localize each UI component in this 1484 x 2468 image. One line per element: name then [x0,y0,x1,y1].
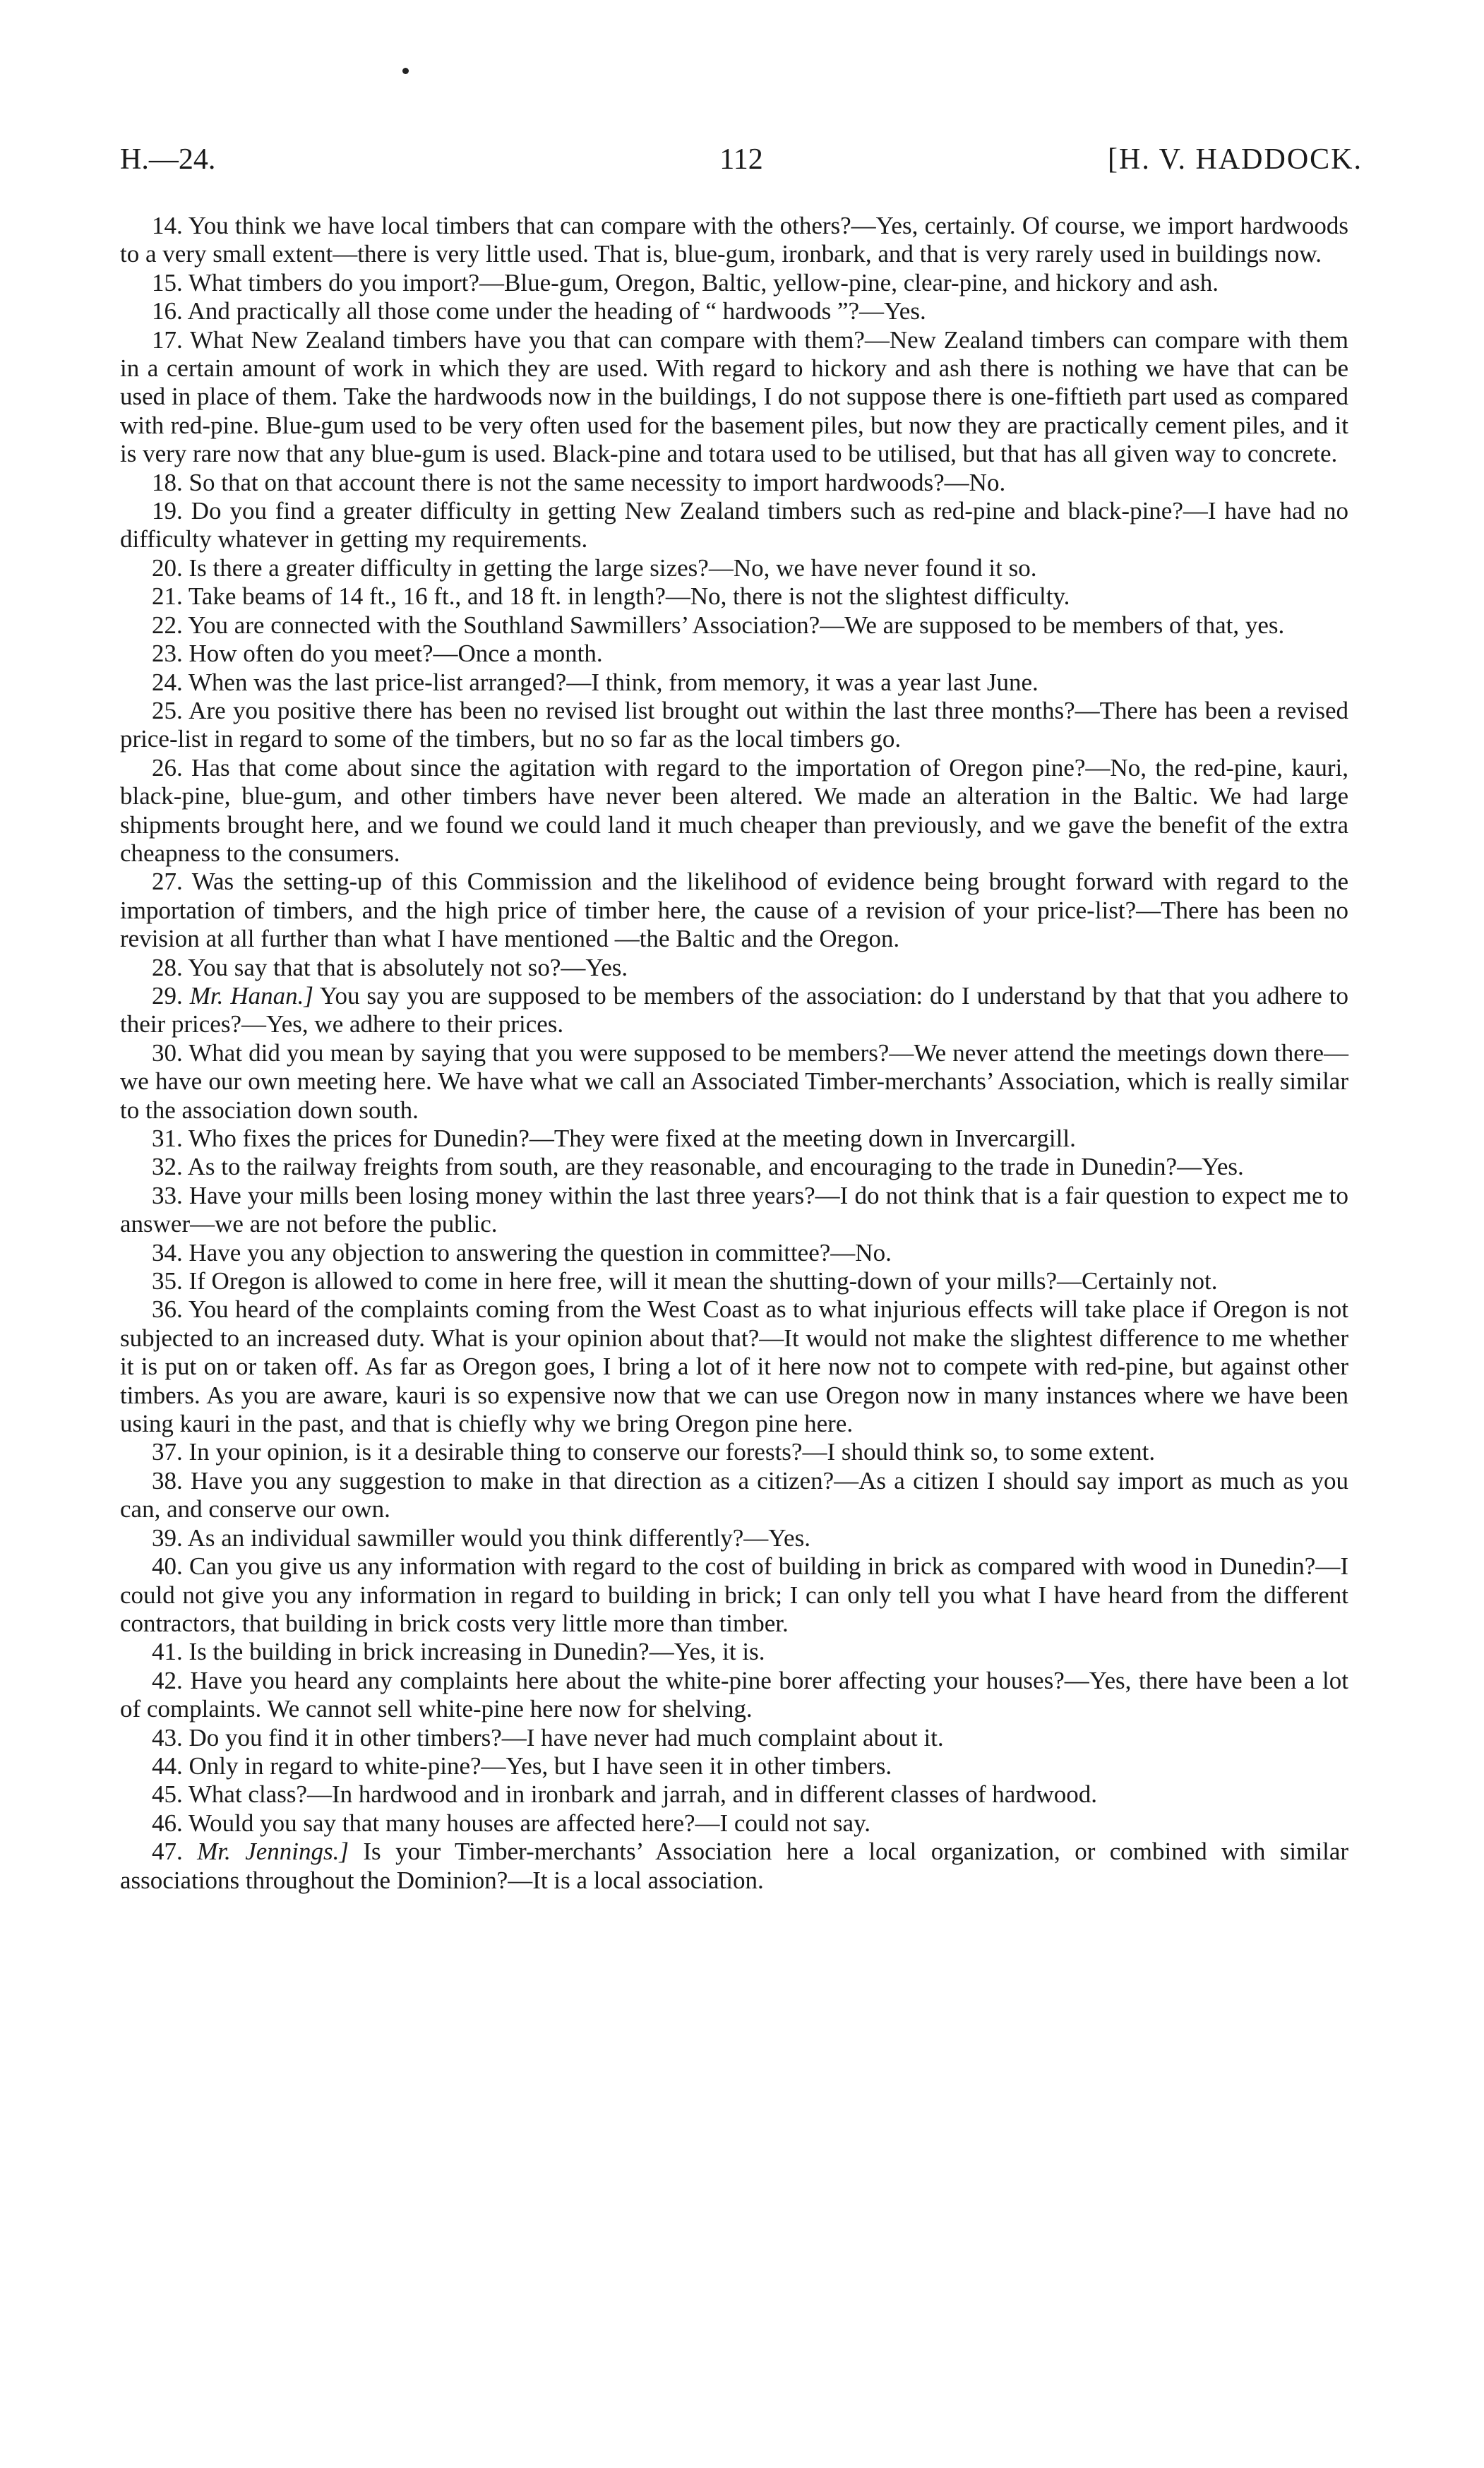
qa-text: Have you any objection to answering the question in committee?—No. [189,1238,892,1266]
qa-paragraph [120,1552,1348,1638]
qa-paragraph [120,1125,1348,1153]
qa-text: As to the railway freights from south, are they reasonable, and encouraging to the trade in Dunedin?—Yes. [187,1153,1244,1181]
question-number: 23. [152,640,183,668]
qa-text: In your opinion, is it a desirable thing to conserve our forests?—I should think so, to some extent. [189,1438,1156,1466]
qa-paragraph [120,1809,1348,1838]
qa-text: Have you any suggestion to make in that direction as a citizen?—As a citizen I should say import as much as you can, and conserve our own. [120,1466,1348,1523]
question-number: 28. [152,953,183,981]
qa-paragraph [120,269,1348,297]
qa-text: Have your mills been losing money within the last three years?—I do not think that is a fair question to expect me to answer—we are not before the public. [120,1181,1349,1238]
qa-paragraph [120,212,1348,269]
question-number: 19. [152,497,183,525]
question-number: 33. [152,1181,183,1209]
scan-speck [402,68,409,74]
qa-text: Are you positive there has been no revised list brought out within the last three months?—There has been a revised price-list in regard to some of the timbers, but no so far as the local timbers go. [120,696,1348,753]
question-number: 27. [152,868,183,896]
qa-text: You are connected with the Southland Sawmillers’ Association?—We are supposed to be members of that, yes. [188,611,1285,639]
question-number: 38. [152,1466,183,1494]
qa-text: So that on that account there is not the same necessity to import hardwoods?—No. [189,468,1006,496]
question-number: 42. [152,1666,183,1694]
question-number: 41. [152,1638,183,1666]
qa-text: Is your Timber-merchants’ Association here a local organization, or combined with similar associations throughout the Dominion?—It is a local association. [120,1838,1349,1894]
qa-text: What did you mean by saying that you were supposed to be members?—We never attend the meetings down there—we have our own meeting here. We have what we call an Associated Timber-merchants’ Association, which is really similar to the association down south. [120,1038,1348,1124]
question-number: 14. [152,212,183,239]
qa-paragraph [120,1467,1348,1524]
qa-paragraph [120,497,1348,554]
qa-text: Is there a greater difficulty in getting the large sizes?—No, we have never found it so. [189,553,1037,582]
qa-text: Only in regard to white-pine?—Yes, but I have seen it in other timbers. [189,1751,892,1780]
question-number: 43. [152,1723,183,1751]
question-number: 34. [152,1238,183,1266]
question-number: 20. [152,553,183,582]
qa-text: As an individual sawmiller would you think differently?—Yes. [187,1523,810,1552]
document-reference: H.—24. [120,143,216,176]
qa-paragraph [120,582,1348,611]
witness-name: [H. V. HADDOCK. [1108,143,1363,176]
qa-paragraph [120,669,1348,697]
qa-paragraph [120,1638,1348,1666]
qa-paragraph [120,326,1348,469]
question-number: 37. [152,1438,183,1466]
qa-text: Have you heard any complaints here about the white-pine borer affecting your houses?—Yes, there have been a lot of complaints. We cannot sell white-pine here now for shelving. [120,1666,1348,1723]
question-number: 17. [152,325,183,354]
qa-paragraph [120,1667,1348,1724]
qa-paragraph [120,1780,1348,1809]
qa-text: Was the setting-up of this Commission and the likelihood of evidence being brought forward with regard to the importation of timbers, and the high price of timber here, the cause of a revision of your price-list?—There has been no revision at all further than what I have mentioned —the Baltic and the Oregon. [120,868,1348,953]
qa-paragraph [120,868,1348,953]
question-number: 39. [152,1523,183,1552]
question-number: 44. [152,1751,183,1780]
qa-text: You heard of the complaints coming from the West Coast as to what injurious effects will take place if Oregon is not subjected to an increased duty. What is your opinion about that?—It would not make the slightest difference to me whether it is put on or taken off. As far as Oregon goes, I bring a lot of it here now not to compete with red-pine, but against other timbers. As you are aware, kauri is so expensive now that we can use Oregon now in many instances where we have been using kauri in the past, and that is chiefly why we bring Oregon pine here. [120,1295,1349,1438]
qa-paragraph [120,1752,1348,1780]
question-number: 35. [152,1267,183,1295]
question-number: 45. [152,1780,183,1809]
question-number: 21. [152,582,183,611]
qa-paragraph [120,954,1348,982]
question-number: 26. [152,753,183,781]
qa-text: Take beams of 14 ft., 16 ft., and 18 ft. in length?—No, there is not the slightest difficulty. [188,582,1070,611]
qa-text: What New Zealand timbers have you that can compare with them?—New Zealand timbers can compare with them in a certain amount of work in which they are used. With regard to hickory and ash there is nothing we have that can be used in place of them. Take the hardwoods now in the buildings, I do not suppose there is one-fiftieth part used as compared with red-pine. Blue-gum used to be very often used for the basement piles, but now they are practically cement piles, and it is very rare now that any blue-gum is used. Black-pine and totara used to be utilised, but that has all given way to concrete. [120,325,1348,468]
qa-paragraph [120,1239,1348,1267]
qa-text: Would you say that many houses are affected here?—I could not say. [188,1809,871,1837]
qa-paragraph [120,754,1348,868]
qa-paragraph [120,297,1348,325]
page-header [120,138,1363,181]
qa-paragraph [120,1438,1348,1466]
qa-paragraph [120,697,1348,754]
question-number: 47. [152,1838,183,1866]
question-number: 40. [152,1552,183,1581]
qa-paragraph [120,1267,1348,1295]
qa-paragraph [120,1182,1348,1239]
qa-text: You think we have local timbers that can compare with the others?—Yes, certainly. Of course, we import hardwoods to a very small extent—there is very little used. That is, blue-gum, ironbark, and that is very rarely used in buildings now. [120,212,1349,268]
question-number: 22. [152,611,183,639]
qa-text: Do you find it in other timbers?—I have never had much complaint about it. [189,1723,944,1751]
qa-text: What class?—In hardwood and in ironbark and jarrah, and in different classes of hardwood. [188,1780,1097,1809]
qa-paragraph [120,1524,1348,1552]
qa-text: Do you find a greater difficulty in getting New Zealand timbers such as red-pine and black-pine?—I have had no difficulty whatever in getting my requirements. [120,497,1349,553]
qa-paragraph [120,611,1348,640]
question-number: 25. [152,696,183,724]
question-number: 29. [152,981,183,1010]
qa-paragraph [120,1153,1348,1181]
qa-text: If Oregon is allowed to come in here free, will it mean the shutting-down of your mills?—Certainly not. [189,1267,1218,1295]
qa-paragraph [120,469,1348,497]
question-number: 46. [152,1809,183,1837]
question-number: 32. [152,1153,183,1181]
qa-text: When was the last price-list arranged?—I think, from memory, it was a year last June. [188,668,1039,696]
evidence-body [120,212,1348,1895]
question-number: 31. [152,1125,183,1152]
speaker-name: Mr. Jennings.] [197,1838,349,1866]
question-number: 36. [152,1295,183,1324]
qa-text: Who fixes the prices for Dunedin?—They were fixed at the meeting down in Invercargill. [188,1125,1076,1152]
qa-text: What timbers do you import?—Blue-gum, Oregon, Baltic, yellow-pine, clear-pine, and hickory and ash. [188,268,1219,296]
qa-text: And practically all those come under the heading of “ hardwoods ”?—Yes. [187,297,926,325]
qa-text: Has that come about since the agitation with regard to the importation of Oregon pine?—No, the red-pine, kauri, black-pine, blue-gum, and other timbers have never been altered. We made an alteration in the Baltic. We had large shipments brought here, and we found we could land it much cheaper than previously, and we gave the benefit of the extra cheapness to the consumers. [120,753,1348,867]
qa-paragraph [120,1039,1348,1125]
qa-text: Can you give us any information with regard to the cost of building in brick as compared with wood in Dunedin?—I could not give you any information in regard to building in brick; I can only tell you what I have heard from the different contractors, that building in brick costs very little more than timber. [120,1552,1348,1637]
question-number: 15. [152,268,183,296]
qa-paragraph [120,1295,1348,1438]
speaker-name: Mr. Hanan.] [189,981,314,1010]
page-number: 112 [719,143,763,176]
question-number: 18. [152,468,183,496]
question-number: 30. [152,1038,183,1067]
qa-text: You say you are supposed to be members of the association: do I understand by that that you adhere to their prices?—Yes, we adhere to their prices. [120,981,1349,1038]
qa-paragraph [120,554,1348,582]
qa-paragraph [120,1838,1348,1895]
qa-paragraph [120,640,1348,668]
qa-text: Is the building in brick increasing in Dunedin?—Yes, it is. [189,1638,765,1666]
qa-text: How often do you meet?—Once a month. [189,640,603,668]
question-number: 16. [152,297,183,325]
qa-paragraph [120,1724,1348,1752]
qa-paragraph [120,982,1348,1039]
qa-text: You say that that is absolutely not so?—Yes. [188,953,628,981]
question-number: 24. [152,668,183,696]
